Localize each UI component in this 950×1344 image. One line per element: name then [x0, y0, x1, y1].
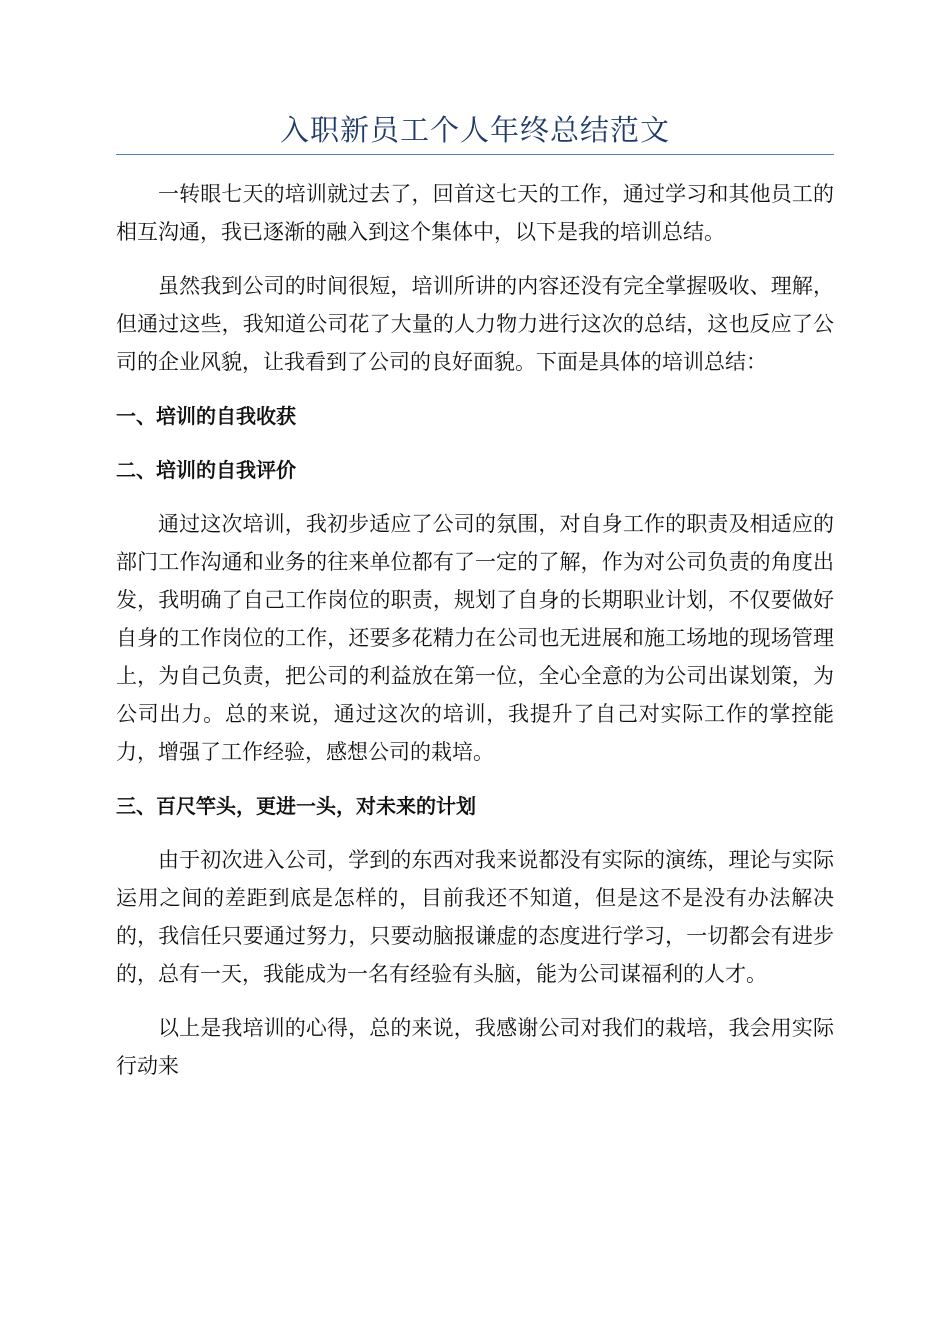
paragraph-closing: 以上是我培训的心得，总的来说，我感谢公司对我们的栽培，我会用实际行动来: [116, 1016, 834, 1078]
paragraph-evaluation: 通过这次培训，我初步适应了公司的氛围，对自身工作的职责及相适应的部门工作沟通和业务的往来单位都有了一定的了解，作为对公司负责的角度出发，我明确了自己工作岗位的职责，规划了自身的长期职业计划，不仅要做好自身的工作岗位的工作，还要多花精力在公司也无进展和施工场地的现场管理上，为自己负责，把公司的利益放在第一位，全心全意的为公司出谋划策，为公司出力。总的来说，通过这次的培训，我提升了自己对实际工作的掌控能力，增强了工作经验，感想公司的栽培。: [116, 512, 834, 764]
title-underline: [116, 154, 834, 155]
section-heading-evaluation: 二、培训的自我评价: [116, 458, 296, 482]
section-heading-gains: 一、培训的自我收获: [116, 404, 296, 428]
document-body: [116, 175, 834, 1101]
document-title: 入职新员工个人年终总结范文: [279, 113, 670, 147]
section-heading-future-plan: 三、百尺竿头，更进一头，对未来的计划: [116, 794, 476, 818]
paragraph-background: 虽然我到公司的时间很短，培训所讲的内容还没有完全掌握吸收、理解，但通过这些，我知道公司花了大量的人力物力进行这次的总结，这也反应了公司的企业风貌，让我看到了公司的良好面貌。下面是具体的培训总结：: [116, 274, 834, 374]
paragraph-intro: 一转眼七天的培训就过去了，回首这七天的工作，通过学习和其他员工的相互沟通，我已逐渐的融入到这个集体中，以下是我的培训总结。: [116, 182, 834, 244]
paragraph-future-plan: 由于初次进入公司，学到的东西对我来说都没有实际的演练，理论与实际运用之间的差距到底是怎样的，目前我还不知道，但是这不是没有办法解决的，我信任只要通过努力，只要动脑报谦虚的态度进行学习，一切都会有进步的，总有一天，我能成为一名有经验有头脑，能为公司谋福利的人才。: [116, 848, 834, 986]
